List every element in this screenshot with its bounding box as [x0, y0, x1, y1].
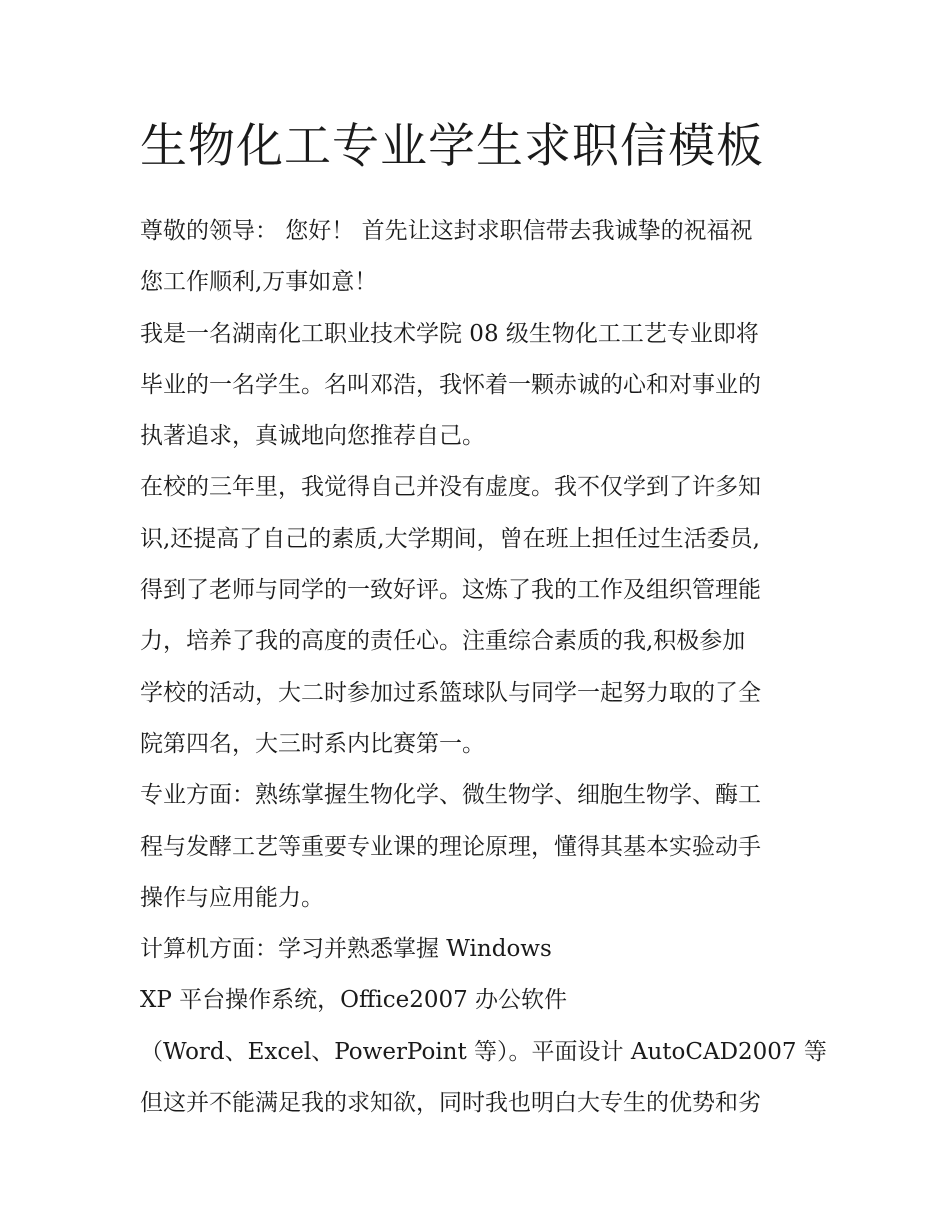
- text-line: 得到了老师与同学的一致好评。这炼了我的工作及组织管理能: [140, 577, 761, 604]
- text-line: 我是一名湖南化工职业技术学院 08 级生物化工工艺专业即将: [140, 320, 759, 347]
- text-line: 执著追求，真诚地向您推荐自己。: [140, 423, 485, 450]
- document-page: [140, 114, 827, 1129]
- text-line: 识,还提高了自己的素质,大学期间，曾在班上担任过生活委员,: [140, 525, 760, 552]
- text-line: 学校的活动，大二时参加过系篮球队与同学一起努力取的了全: [140, 679, 761, 706]
- text-line: 操作与应用能力。: [140, 884, 324, 911]
- text-line: 院第四名，大三时系内比赛第一。: [140, 730, 485, 757]
- text-line: 您工作顺利,万事如意！: [140, 269, 378, 296]
- text-line: 但这并不能满足我的求知欲，同时我也明白大专生的优势和劣: [140, 1090, 761, 1117]
- text-line: 毕业的一名学生。名叫邓浩，我怀着一颗赤诚的心和对事业的: [140, 371, 761, 398]
- text-line: 程与发酵工艺等重要专业课的理论原理，懂得其基本实验动手: [140, 833, 761, 860]
- document-body: [140, 206, 827, 1129]
- text-line: XP 平台操作系统，Office2007 办公软件: [140, 987, 568, 1014]
- text-line: 力，培养了我的高度的责任心。注重综合素质的我,积极参加: [140, 628, 746, 655]
- text-line: 计算机方面：学习并熟悉掌握 Windows: [140, 936, 552, 963]
- text-line: 尊敬的领导： 您好！ 首先让这封求职信带去我诚挚的祝福祝: [140, 218, 753, 244]
- text-line: 专业方面：熟练掌握生物化学、微生物学、细胞生物学、酶工: [140, 782, 761, 809]
- document-title: 生物化工专业学生求职信模板: [140, 119, 764, 174]
- text-line: 在校的三年里，我觉得自己并没有虚度。我不仅学到了许多知: [140, 474, 761, 501]
- text-line: （Word、Excel、PowerPoint 等）。平面设计 AutoCAD2007 等: [140, 1038, 827, 1065]
